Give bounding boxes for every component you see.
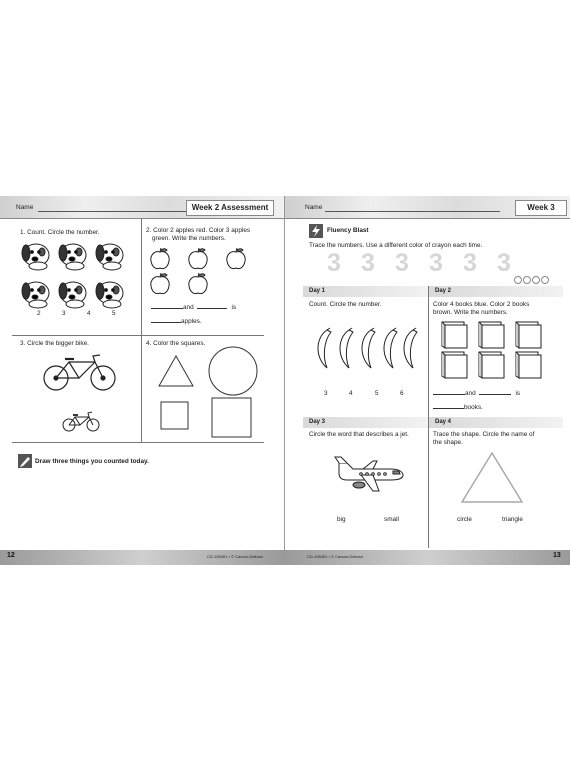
q2-answer-line1 <box>151 302 236 312</box>
day4-instruction-line1: Trace the shape. Circle the name of <box>433 431 535 438</box>
count-number[interactable]: 6 <box>400 390 404 397</box>
day2-instruction-line2: brown. Write the numbers. <box>433 309 508 316</box>
q1-instruction: 1. Count. Circle the number. <box>20 229 100 236</box>
answer-blank[interactable] <box>197 302 227 309</box>
week-title: Week 3 <box>515 200 567 216</box>
answer-blank[interactable] <box>479 388 511 395</box>
right-page-footer <box>285 550 570 565</box>
week-title: Week 2 Assessment <box>186 200 274 216</box>
q2-answer-line2 <box>151 316 202 326</box>
count-number[interactable]: 5 <box>375 390 379 397</box>
count-number[interactable]: 5 <box>112 310 116 317</box>
q4-instruction: 4. Color the squares. <box>146 340 206 347</box>
trace-digit[interactable]: 3 <box>429 249 443 277</box>
square-icon[interactable] <box>160 401 190 431</box>
apples-word: apples. <box>181 318 202 325</box>
left-page-footer <box>0 550 284 565</box>
puppy-icon <box>18 238 138 320</box>
trace-digit[interactable]: 3 <box>497 249 511 277</box>
q3-instruction: 3. Circle the bigger bike. <box>20 340 89 347</box>
trace-digit[interactable]: 3 <box>361 249 375 277</box>
grid-divider <box>12 442 264 443</box>
count-number[interactable]: 4 <box>349 390 353 397</box>
name-label: Name <box>305 204 323 211</box>
and-word: and <box>183 304 194 311</box>
circle-icon <box>208 346 258 396</box>
check-circle[interactable] <box>541 276 549 284</box>
fluency-instruction: Trace the numbers. Use a different color of crayon each time. <box>309 242 483 249</box>
count-number[interactable]: 2 <box>37 310 41 317</box>
right-page <box>285 196 570 565</box>
apple-icon <box>150 248 260 308</box>
trace-digit[interactable]: 3 <box>395 249 409 277</box>
left-page <box>0 196 285 565</box>
answer-blank[interactable] <box>151 316 181 323</box>
q2-instruction-line2: green. Write the numbers. <box>152 235 226 242</box>
day4-instruction-line2: the shape. <box>433 439 463 446</box>
word-choice[interactable]: circle <box>457 516 472 523</box>
page-number: 12 <box>7 552 15 559</box>
bike-icon[interactable] <box>62 412 102 434</box>
trace-digit[interactable]: 3 <box>463 249 477 277</box>
answer-blank[interactable] <box>151 302 183 309</box>
answer-blank[interactable] <box>433 388 465 395</box>
grid-divider <box>141 219 142 442</box>
fluency-title: Fluency Blast <box>327 227 369 234</box>
name-label: Name <box>16 204 34 211</box>
word-choice[interactable]: triangle <box>502 516 523 523</box>
check-circle[interactable] <box>523 276 531 284</box>
triangle-icon[interactable] <box>460 452 524 504</box>
day3-instruction: Circle the word that describes a jet. <box>309 431 409 438</box>
book-icon <box>441 321 551 379</box>
q2-instruction-line1: 2. Color 2 apples red. Color 3 apples <box>146 227 251 234</box>
count-number[interactable]: 4 <box>87 310 91 317</box>
name-line <box>38 211 186 212</box>
is-word: is <box>515 390 521 397</box>
count-number[interactable]: 3 <box>62 310 66 317</box>
jet-icon <box>333 453 405 495</box>
bike-icon[interactable] <box>43 354 123 394</box>
draw-prompt: Draw three things you counted today. <box>35 458 149 465</box>
day1-label: Day 1 <box>303 286 428 297</box>
books-word: books. <box>464 404 483 411</box>
day4-label: Day 4 <box>429 417 563 428</box>
word-choice[interactable]: big <box>337 516 346 523</box>
answer-blank[interactable] <box>433 402 464 409</box>
page-number: 13 <box>553 552 561 559</box>
pencil-icon <box>18 454 32 468</box>
workbook-spread <box>0 196 570 565</box>
banana-icon <box>313 328 413 370</box>
day2-answer-line2 <box>433 402 483 412</box>
is-word: is <box>231 304 237 311</box>
count-number[interactable]: 3 <box>324 390 328 397</box>
copyright-credit: CD-105401 • © Carson-Dellosa <box>307 554 363 559</box>
right-page-header <box>285 196 570 219</box>
triangle-icon <box>158 355 194 387</box>
day2-answer-line1 <box>433 388 520 398</box>
left-page-header <box>0 196 284 219</box>
trace-digit[interactable]: 3 <box>327 249 341 277</box>
day1-instruction: Count. Circle the number. <box>309 301 382 308</box>
day3-label: Day 3 <box>303 417 428 428</box>
word-choice[interactable]: small <box>384 516 399 523</box>
day2-label: Day 2 <box>429 286 563 297</box>
and-word: and <box>465 390 476 397</box>
copyright-credit: CD-105401 • © Carson-Dellosa <box>207 554 263 559</box>
check-circle[interactable] <box>514 276 522 284</box>
lightning-icon <box>309 224 323 238</box>
name-line <box>325 211 500 212</box>
day2-instruction-line1: Color 4 books blue. Color 2 books <box>433 301 530 308</box>
grid-divider <box>12 335 264 336</box>
square-icon[interactable] <box>211 397 253 439</box>
check-circle[interactable] <box>532 276 540 284</box>
